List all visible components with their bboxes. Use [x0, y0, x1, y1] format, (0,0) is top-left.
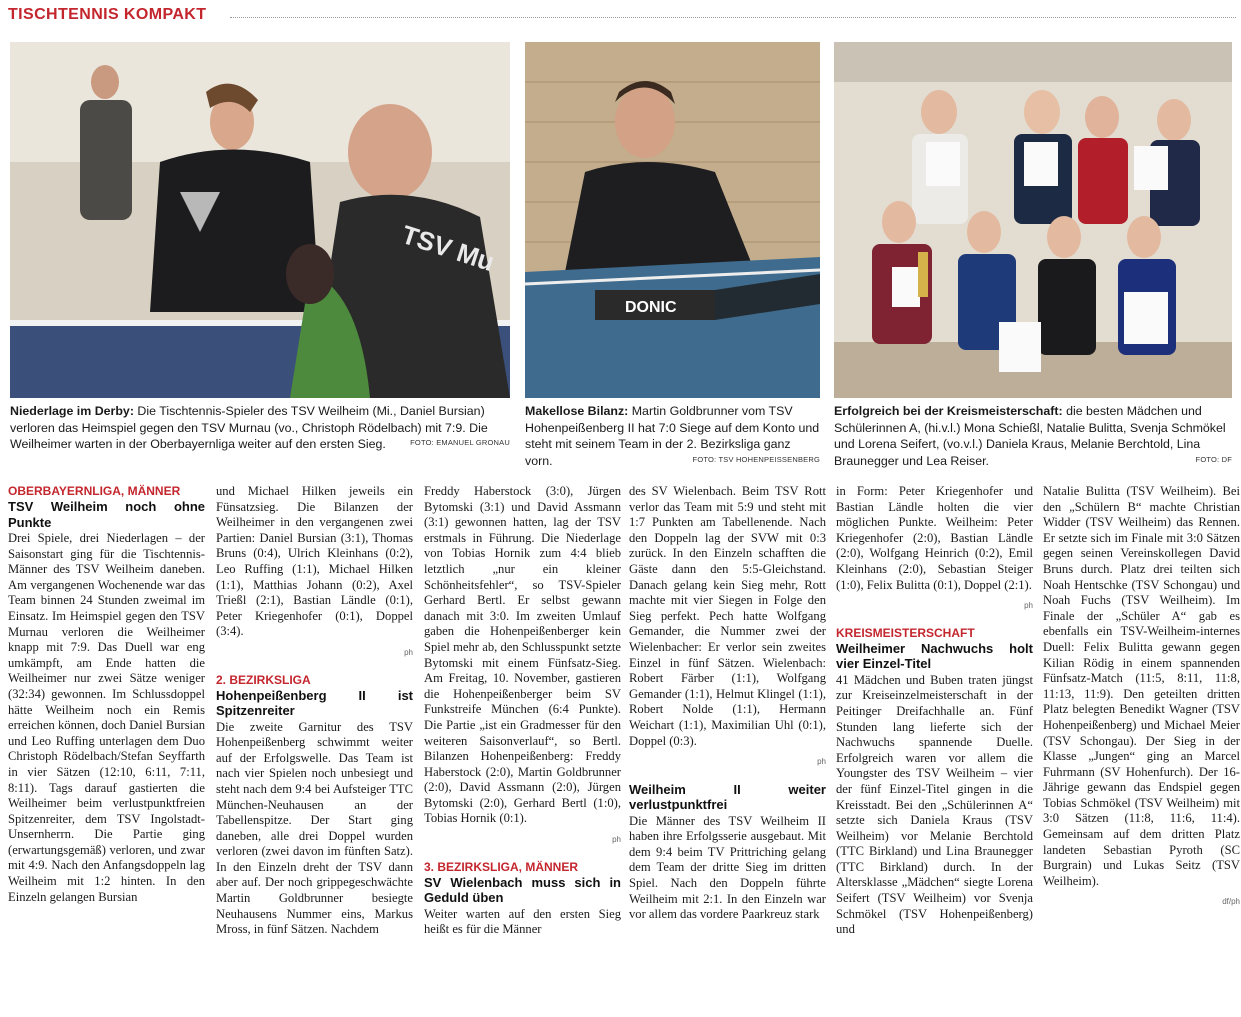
article-headline: Weilheimer Nachwuchs holt vier Einzel-Titel: [836, 640, 1033, 672]
header-dotted-rule: [230, 17, 1236, 18]
caption-lead: Niederlage im Derby:: [10, 404, 134, 418]
photo-derby: [10, 42, 510, 398]
author-sign: ph: [817, 757, 826, 767]
caption-lead: Makellose Bilanz:: [525, 404, 629, 418]
article-column-6: [1043, 484, 1240, 910]
photo-credit: FOTO: EMANUEL GRONAU: [410, 438, 510, 447]
article-headline: Hohenpeißenberg II ist Spitzenreiter: [216, 687, 413, 719]
section-title: TISCHTENNIS KOMPAKT: [8, 6, 207, 23]
article-body: Die zweite Garnitur des TSV Hohenpeißenberg schwimmt weiter auf der Erfolgswelle. Das Team ist nach vier Spielen noch unbesiegt und steht nach dem 9:4 bei Aufsteiger TTC München-Neuhausen an der Tabellenspitze. Der Start ging daneben, alle drei Doppel wurden verloren (zwei davon im fünften Satz). In den Einzeln dreht der TSV dann aber auf. Der noch grippegeschwächte Martin Goldbrunner besiegte Neuhausens Nummer eins, Markus Mross, in fünf Sätzen. Nachdem: [216, 719, 413, 937]
article-rubric: 2. BEZIRKSLIGA: [216, 672, 311, 687]
article-body: 41 Mädchen und Buben traten jüngst zur Kreiseinzelmeisterschaft in der Peitinger Dreifachhalle an. Fünf Stunden lang lieferte sich der Nachwuchs spannende Duelle. Erfolgreich waren vor allem die Youngster des TSV Weilheim – vier der fünf Einzel-Titel gingen in die Kreisstadt. Bei den „Schülerinnen A“ setzte sich Daniela Kraus (TSV Weilheim) vor Melanie Berchtold (TTC Birkland) und Lina Braunegger (TTC Birkland) durch. In der Altersklasse „Mädchen“ siegte Lorena Seifert (TSV Weilheim) vor Svenja Schmökel (TSV Hohenpeißenberg) und: [836, 672, 1033, 937]
article-body: in Form: Peter Kriegenhofer und Bastian Ländle holten die vier möglichen Punkte. Weilheim: Peter Kriegenhofer (2:0), Bastian Ländle (2:0), Wolfgang Heinrich (0:2), Emil Kleinhans (2:0), Sebastian Steiger (1:0), Felix Bulitta (0:1), Doppel (2:1).: [836, 484, 1033, 592]
author-sign: ph: [1024, 601, 1033, 611]
author-sign: df/ph: [1222, 897, 1240, 907]
article-body: Freddy Haberstock (3:0), Jürgen Bytomski (3:1) und David Assmann (3:1) gewonnen hatten, lag der TSV erstmals in Führung. Die Niederlage von Tobias Hornik zum 4:4 blieb letztlich „nur ein kleiner Schönheitsfehler“, so TSV-Spieler Gerhard Bertl. Er selbst gewann danach mit 3:0. Im zweiten Umlauf gaben die Hohenpeißenberger kein Spiel mehr ab, den Schlusspunkt setzte Bytomski mit einem Fünfsatz-Sieg. Am Freitag, 10. November, gastieren die Hohenpeißenberger beim SV Funkstreife München (6:4 Punkte). Die Partie „ist ein Gradmesser für den weiteren Saisonverlauf“, so Bertl. Bilanzen Hohenpeißenberg: Freddy Haberstock (2:0), Martin Goldbrunner (2:0), David Assmann (2:0), Jürgen Bytomski (2:0), Gerhard Bertl (1:0), Tobias Hornik (0:1).: [424, 484, 621, 826]
photo-kreismeisterschaft: [834, 42, 1232, 398]
caption-text: Martin Goldbrunner vom TSV Hohenpeißenberg II hat 7:0 Siege auf dem Konto und steht mit seinem Team in der 2. Bezirksliga ganz vorn.: [525, 404, 820, 468]
article-body: und Michael Hilken jeweils ein Fünsatzsieg. Die Bilanzen der Weilheimer in den vergangenen zwei Partien: Daniel Bursian (3:1), Thomas Bruns (0:4), Ulrich Kleinhans (0:2), Leo Ruffing (1:1), Michael Hilken (1:1), Matthias Johann (0:2), Axel Trießl (2:1), Bastian Ländle (0:1), Peter Kriegenhofer (0:1), Doppel (3:4).: [216, 484, 413, 639]
caption-text: die besten Mädchen und Schülerinnen A, (hi.v.l.) Mona Schießl, Natalie Bulitta, Svenja Schmökel und Lorena Seifert, (vo.v.l.) Daniela Kraus, Melanie Berchtold, Lina Braunegger und Lea Reiser.: [834, 404, 1226, 468]
article-body: Natalie Bulitta (TSV Weilheim). Bei den „Schülern B“ machte Christian Widder (TSV Weilheim) das Rennen. Er setzte sich im Finale mit 3:0 Sätzen gegen seinen Vereinskollegen David Bruns durch. Platz drei teilten sich Noah Hentschke (TSV Schongau) und Noah Fuchs (TSV Weilheim). Im Finale der „Schüler A“ gab es ebenfalls ein TSV-Weilheim-internes Duell: Felix Bulitta gewann gegen Kilian Rödig in einem spannenden Fünfsatz-Match (11:5, 8:11, 11:8, 11:13, 11:9). Den geteilten dritten Platz belegten Benedikt Wagner (TSV Hohenpeißenberg) und Michael Meier (TSV Schongau). Der Sieg in der Klasse „Jungen“ ging an Marcel Fuhrmann (SV Hohenfurch). Der 16-Jährige gewann das Endspiel gegen Tobias Schmökel (TSV Weilheim) mit 3:0 Sätzen (11:8, 11:6, 11:4). Gemeinsam auf dem dritten Platz landeten Sebastian Pyroth (SC Burgrain) und Lukas Seitz (TSV Weilheim).: [1043, 484, 1240, 888]
article-headline: SV Wielenbach muss sich in Geduld üben: [424, 874, 621, 906]
photo-derby-illustration: [10, 42, 510, 398]
article-column-2: [216, 484, 413, 938]
photo-credit: FOTO: DF: [1195, 454, 1232, 464]
article-column-4: [629, 484, 826, 923]
article-body: Weiter warten auf den ersten Sieg heißt es für die Männer: [424, 906, 621, 937]
photo-caption-derby: [10, 403, 510, 453]
photo-caption-goldbrunner: [525, 403, 820, 469]
photo-credit: FOTO: TSV HOHENPEISSENBERG: [692, 454, 820, 464]
article-headline: TSV Weilheim noch ohne Punkte: [8, 499, 205, 530]
caption-lead: Erfolgreich bei der Kreismeisterschaft:: [834, 404, 1063, 418]
caption-text: Die Tischtennis-Spieler des TSV Weilheim (Mi., Daniel Bursian) verloren das Heimspiel gegen den TSV Murnau (vo., Christoph Rödelbach) mit 7:9. Die Weilheimer warten in der Oberbayernliga weiter auf den ersten Sieg.: [10, 404, 488, 451]
article-rubric: 3. BEZIRKSLIGA, MÄNNER: [424, 859, 579, 874]
net-brand-text: DONIC: [625, 299, 677, 316]
article-column-3: [424, 484, 621, 938]
photo-caption-kreismeisterschaft: [834, 403, 1232, 469]
article-column-5: [836, 484, 1033, 938]
photo-goldbrunner-illustration: [525, 42, 820, 398]
article-body: des SV Wielenbach. Beim TSV Rott verlor das Team mit 5:9 und steht mit 1:7 Punkten am Tabellenende. Nach den Doppeln lag der SVW mit 0:3 zurück. In den Einzeln schafften die Gäste dann den 5:5-Gleichstand. Danach gelang kein Sieg mehr, Rott machte mit vier Siegen in Folge den Sieg perfekt. Pech hatte Wolfgang Gemander, die Nummer zwei der Wielenbacher: Er verlor sein zweites Einzel in fünf Sätzen. Wielenbach: Robert Färber (1:1), Wolfgang Gemander (1:1), Helmut Klingel (1:1), Robert Nolde (1:1), Hermann Weichart (1:1), Maximilian Uhl (0:1), Doppel (0:3).: [629, 484, 826, 748]
photo-goldbrunner: [525, 42, 820, 398]
article-body: Drei Spiele, drei Niederlagen – der Saisonstart ging für die Tischtennis-Männer des TSV Weilheim daneben. Am vergangenen Wochenende war das Team binnen 24 Stunden zweimal im Einsatz. Im Heimspiel gegen den TSV Murnau verloren die Weilheimer knapp mit 7:9. Das Duell war eng umkämpft, am Ende hatten die Weilheimer nur zwei Sätze weniger (32:34) gewonnen. Im Schlussdoppel hätte Weilheim noch ein Remis erreichen können, doch Daniel Bursian und Leo Ruffing unterlagen dem Duo Christoph Rödelbach/Stefan Seyffarth in vier Sätzen (12:10, 6:11, 7:11, 8:11). Tags darauf gastierten die Weilheimer beim verlustpunktfreien Spitzenreiter, dem TSV Ingolstadt-Unsernherrn. Die Partie ging (erwartungsgemäß) verloren, und zwar mit 4:9. Nach den Anfangsdoppeln lag Weilheim mit 1:2 hinten. In den Einzeln gelangen Bursian: [8, 531, 205, 904]
page-header: [8, 4, 1236, 30]
article-column-1: [8, 484, 205, 905]
article-body: Die Männer des TSV Weilheim II haben ihre Erfolgsserie ausgebaut. Mit dem 9:4 beim TV Prittriching gelang dem Team der dritte Sieg im dritten Spiel. Nach den Doppeln führte Weilheim mit 2:1. In den Einzeln war vor allem das vordere Paarkreuz stark: [629, 813, 826, 922]
article-rubric: OBERBAYERNLIGA, MÄNNER: [8, 484, 181, 498]
article-headline: Weilheim II weiter verlustpunktfrei: [629, 781, 826, 813]
author-sign: ph: [612, 835, 621, 845]
photo-kreismeisterschaft-illustration: [834, 42, 1232, 398]
shirt-lettering: TSV Mu: [398, 219, 499, 278]
author-sign: ph: [404, 647, 413, 657]
article-rubric: KREISMEISTERSCHAFT: [836, 625, 975, 640]
